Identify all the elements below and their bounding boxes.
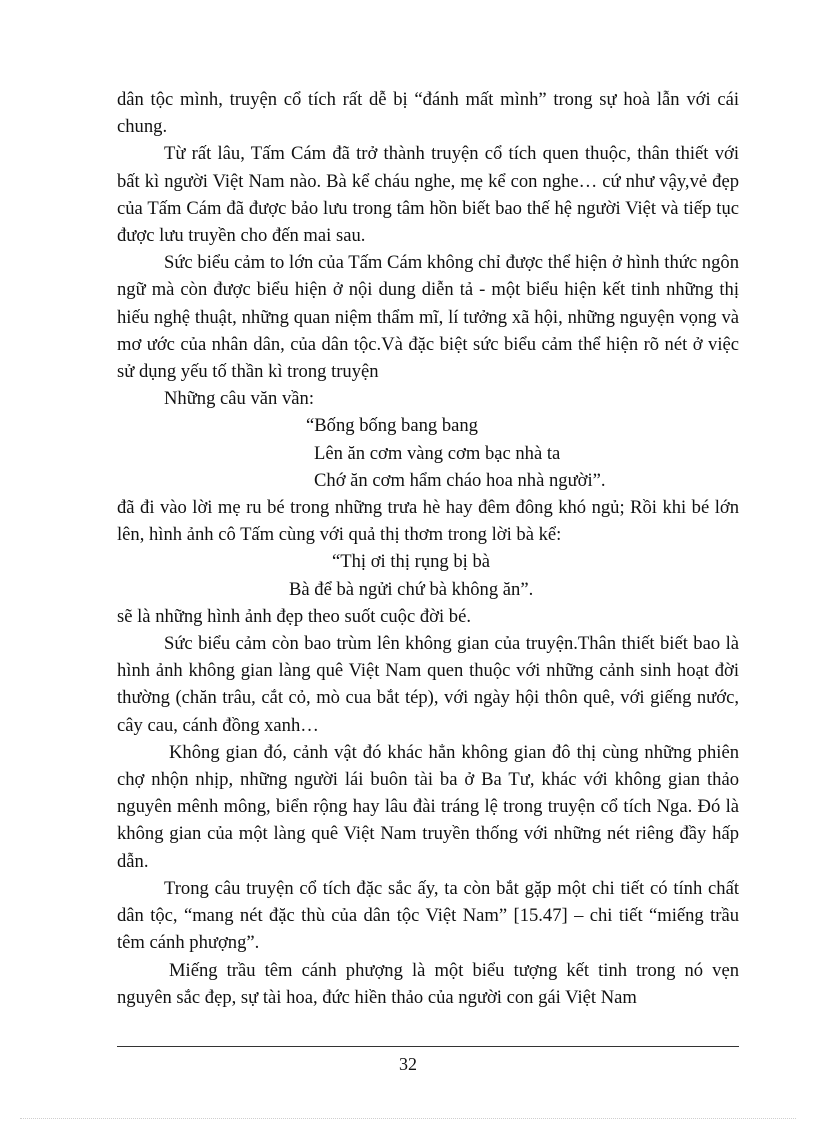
verse1-line1: “Bống bống bang bang	[306, 415, 478, 437]
paragraph-tam-cam-familiar: Từ rất lâu, Tấm Cám đã trở thành truyện cổ tích quen thuộc, thân thiết với bất kì người Việt Nam nào. Bà kể cháu nghe, mẹ kể con nghe… cứ như vậy,vẻ đẹp của Tấm Cám đã được bảo lưu trong tâm hồn biết bao thế hệ người Việt và tiếp tục được lưu truyền cho đến mai sau.	[117, 143, 739, 247]
paragraph-expressive-power: Sức biểu cảm to lớn của Tấm Cám không chỉ được thể hiện ở hình thức ngôn ngữ mà còn được biểu hiện ở nội dung diễn tả - một biểu hiện kết tinh những thị hiếu nghệ thuật, những quan niệm thẩm mĩ, lí tưởng xã hội, những nguyện vọng và mơ ước của nhân dân, của dân tộc.Và đặc biệt sức biểu cảm thể hiện rõ nét ở việc sử dụng yếu tố thần kì trong truyện	[117, 252, 739, 383]
page-body	[117, 86, 739, 1011]
paragraph-village-space: Sức biểu cảm còn bao trùm lên không gian của truyện.Thân thiết biết bao là hình ảnh không gian làng quê Việt Nam quen thuộc với những cảnh sinh hoạt đời thường (chăn trâu, cắt cỏ, mò cua bắt tép), với ngày hội thôn quê, với giếng nước, cây cau, cánh đồng xanh…	[117, 633, 739, 736]
paragraph-betel-symbol: Miếng trầu têm cánh phượng là một biểu tượng kết tinh trong nó vẹn nguyên sắc đẹp, sự tài hoa, đức hiền thảo của người con gái Việt Nam	[117, 959, 739, 1008]
paragraph-national-detail: Trong câu truyện cổ tích đặc sắc ấy, ta còn bắt gặp một chi tiết có tính chất dân tộc, “mang nét đặc thù của dân tộc Việt Nam” [15.47] – chi tiết “miếng trầu têm cánh phượng”.	[117, 877, 739, 954]
paragraph-verse-intro: Những câu văn vần:	[164, 388, 315, 410]
paragraph-space-contrast: Không gian đó, cảnh vật đó khác hẳn không gian đô thị cùng những phiên chợ nhộn nhịp, những người lái buôn tài ba ở Ba Tư, khác với không gian thảo nguyên mênh mông, biển rộng hay lâu đài tráng lệ trong truyện cổ tích Nga. Đó là không gian của một làng quê Việt Nam truyền thống với những nét riêng đầy hấp dẫn.	[117, 741, 739, 872]
verse2-line1: “Thị ơi thị rụng bị bà	[332, 551, 491, 573]
paragraph-continuation: dân tộc mình, truyện cổ tích rất dễ bị “đánh mất mình” trong sự hoà lẫn với cái chung.	[117, 89, 739, 138]
verse1-line3: Chớ ăn cơm hẩm cháo hoa nhà người”.	[314, 469, 606, 491]
paragraph-lifetime-images: sẽ là những hình ảnh đẹp theo suốt cuộc đời bé.	[117, 605, 472, 627]
verse1-line2: Lên ăn cơm vàng cơm bạc nhà ta	[314, 442, 561, 464]
paragraph-lullaby: đã đi vào lời mẹ ru bé trong những trưa hè hay đêm đông khó ngủ; Rồi khi bé lớn lên, hình ảnh cô Tấm cùng với quả thị thơm trong lời bà kể:	[117, 497, 739, 546]
footer-divider	[117, 1046, 739, 1047]
page-edge-divider	[20, 1118, 796, 1119]
page-number: 32	[399, 1054, 417, 1074]
verse2-line2: Bà để bà ngửi chứ bà không ăn”.	[289, 578, 534, 600]
